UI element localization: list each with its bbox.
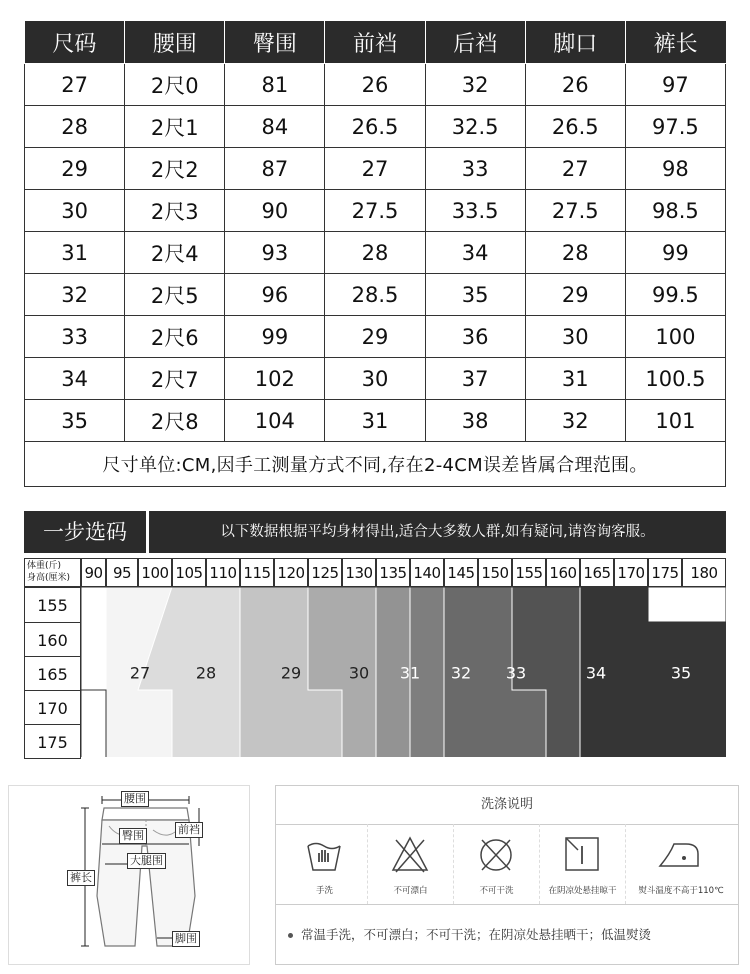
weight-header: 100 <box>138 558 172 587</box>
table-cell: 104 <box>225 400 325 442</box>
table-cell: 26 <box>325 64 425 106</box>
table-cell: 35 <box>25 400 125 442</box>
table-cell: 97.5 <box>625 106 725 148</box>
table-cell: 28 <box>325 232 425 274</box>
table-cell: 33 <box>25 316 125 358</box>
table-cell: 97 <box>625 64 725 106</box>
table-cell: 27 <box>325 148 425 190</box>
table-cell: 96 <box>225 274 325 316</box>
table-row <box>25 274 726 316</box>
care-note <box>276 904 738 964</box>
hand-wash-icon <box>304 832 344 878</box>
size-zone-label: 28 <box>195 663 217 682</box>
table-row <box>25 190 726 232</box>
table-cell: 2尺4 <box>125 232 225 274</box>
table-cell: 98 <box>625 148 725 190</box>
header-size: 尺码 <box>25 21 125 64</box>
table-cell: 36 <box>425 316 525 358</box>
size-zone-label: 27 <box>129 663 151 682</box>
weight-header: 180 <box>682 558 726 587</box>
table-cell: 27 <box>25 64 125 106</box>
size-table <box>24 21 726 487</box>
weight-header: 160 <box>546 558 580 587</box>
weight-header: 125 <box>308 558 342 587</box>
weight-header: 105 <box>172 558 206 587</box>
table-row <box>25 232 726 274</box>
table-cell: 28 <box>525 232 625 274</box>
care-item-no-bleach <box>368 824 454 904</box>
size-zones <box>24 511 726 757</box>
table-cell: 31 <box>25 232 125 274</box>
size-note-row <box>25 442 726 487</box>
pants-outline-diagram <box>9 786 249 964</box>
table-cell: 33 <box>425 148 525 190</box>
weight-header: 110 <box>206 558 240 587</box>
no-dry-clean-icon <box>476 832 516 878</box>
table-cell: 81 <box>225 64 325 106</box>
table-cell: 2尺1 <box>125 106 225 148</box>
height-header: 175 <box>24 724 81 759</box>
measurement-diagram <box>8 785 250 965</box>
table-row <box>25 316 726 358</box>
weight-header: 155 <box>512 558 546 587</box>
table-cell: 26.5 <box>325 106 425 148</box>
table-cell: 99 <box>225 316 325 358</box>
weight-header: 150 <box>478 558 512 587</box>
weight-header: 130 <box>342 558 376 587</box>
table-cell: 100.5 <box>625 358 725 400</box>
weight-header: 95 <box>106 558 138 587</box>
table-cell: 26.5 <box>525 106 625 148</box>
height-header: 160 <box>24 622 81 657</box>
table-cell: 34 <box>425 232 525 274</box>
size-zone-label: 30 <box>348 663 370 682</box>
size-zone-label: 29 <box>280 663 302 682</box>
table-cell: 90 <box>225 190 325 232</box>
weight-header: 165 <box>580 558 614 587</box>
care-note-text: 常温手洗，不可漂白；不可干洗；在阴凉处悬挂晒干；低温熨烫 <box>301 927 652 942</box>
table-row <box>25 358 726 400</box>
table-cell: 28 <box>25 106 125 148</box>
label-length: 裤长 <box>67 870 95 886</box>
table-cell: 29 <box>325 316 425 358</box>
weight-header: 145 <box>444 558 478 587</box>
table-cell: 2尺6 <box>125 316 225 358</box>
table-cell: 30 <box>25 190 125 232</box>
height-header: 165 <box>24 656 81 691</box>
empty-cell <box>81 690 106 757</box>
table-cell: 38 <box>425 400 525 442</box>
empty-cell <box>648 587 726 622</box>
size-table-header-row <box>25 21 726 64</box>
height-header: 155 <box>24 587 81 623</box>
table-cell: 32 <box>525 400 625 442</box>
table-cell: 100 <box>625 316 725 358</box>
table-cell: 31 <box>525 358 625 400</box>
size-zone-label: 33 <box>505 663 527 682</box>
label-hip: 臀围 <box>119 828 147 844</box>
header-length: 裤长 <box>625 21 725 64</box>
table-cell: 2尺7 <box>125 358 225 400</box>
size-zone-label: 32 <box>450 663 472 682</box>
recommendation-title: 一步选码 <box>43 520 127 544</box>
weight-header: 90 <box>81 558 106 587</box>
bullet-dot-icon <box>288 933 293 938</box>
size-zone-label: 31 <box>399 663 421 682</box>
table-cell: 2尺2 <box>125 148 225 190</box>
height-header: 170 <box>24 690 81 725</box>
table-row <box>25 106 726 148</box>
label-front-rise: 前裆 <box>175 822 203 838</box>
table-cell: 84 <box>225 106 325 148</box>
shade-dry-icon <box>562 832 602 878</box>
table-cell: 32 <box>425 64 525 106</box>
table-cell: 27.5 <box>325 190 425 232</box>
label-waist: 腰围 <box>121 791 149 807</box>
table-cell: 33.5 <box>425 190 525 232</box>
care-label-hand-wash: 手洗 <box>315 886 333 896</box>
care-title: 洗涤说明 <box>276 786 738 825</box>
recommendation-subtitle: 以下数据根据平均身材得出,适合大多数人群,如有疑问,请咨询客服。 <box>220 524 655 540</box>
care-label-no-bleach: 不可漂白 <box>393 886 428 896</box>
table-cell: 30 <box>525 316 625 358</box>
table-cell: 27.5 <box>525 190 625 232</box>
care-instructions <box>275 785 739 965</box>
table-cell: 30 <box>325 358 425 400</box>
care-label-iron: 熨斗温度不高于110℃ <box>638 886 724 896</box>
table-cell: 37 <box>425 358 525 400</box>
care-label-no-dry-clean: 不可干洗 <box>479 886 514 896</box>
table-row <box>25 148 726 190</box>
label-thigh: 大腿围 <box>127 853 166 869</box>
table-cell: 2尺0 <box>125 64 225 106</box>
table-row <box>25 64 726 106</box>
header-leg-opening: 脚口 <box>525 21 625 64</box>
table-cell: 87 <box>225 148 325 190</box>
iron-icon <box>654 832 704 878</box>
table-cell: 2尺8 <box>125 400 225 442</box>
table-row <box>25 400 726 442</box>
table-cell: 26 <box>525 64 625 106</box>
care-item-no-dry-clean <box>454 824 540 904</box>
table-cell: 2尺5 <box>125 274 225 316</box>
weight-header: 115 <box>240 558 274 587</box>
header-waist: 腰围 <box>125 21 225 64</box>
table-cell: 35 <box>425 274 525 316</box>
header-front-rise: 前裆 <box>325 21 425 64</box>
table-cell: 29 <box>525 274 625 316</box>
table-cell: 28.5 <box>325 274 425 316</box>
care-item-hand-wash <box>282 824 368 904</box>
size-note: 尺寸单位:CM,因手工测量方式不同,存在2-4CM误差皆属合理范围。 <box>25 442 726 487</box>
table-cell: 98.5 <box>625 190 725 232</box>
care-item-iron <box>626 824 736 904</box>
table-cell: 32.5 <box>425 106 525 148</box>
table-cell: 101 <box>625 400 725 442</box>
size-recommendation-chart <box>24 511 726 757</box>
table-cell: 32 <box>25 274 125 316</box>
axis-height-label: 身高(厘米) <box>27 573 71 583</box>
label-leg-opening: 脚围 <box>172 931 200 947</box>
table-cell: 2尺3 <box>125 190 225 232</box>
header-hip: 臀围 <box>225 21 325 64</box>
weight-header: 135 <box>376 558 410 587</box>
weight-header: 170 <box>614 558 648 587</box>
header-back-rise: 后裆 <box>425 21 525 64</box>
care-label-shade-dry: 在阴凉处悬挂晾干 <box>548 886 617 896</box>
size-zone-label: 35 <box>670 663 692 682</box>
weight-header: 140 <box>410 558 444 587</box>
table-cell: 31 <box>325 400 425 442</box>
table-cell: 99.5 <box>625 274 725 316</box>
table-cell: 27 <box>525 148 625 190</box>
weight-header: 175 <box>648 558 682 587</box>
table-cell: 102 <box>225 358 325 400</box>
no-bleach-icon <box>390 832 430 878</box>
table-cell: 99 <box>625 232 725 274</box>
table-cell: 93 <box>225 232 325 274</box>
care-item-shade-dry <box>540 824 626 904</box>
table-cell: 29 <box>25 148 125 190</box>
table-cell: 34 <box>25 358 125 400</box>
axis-weight-label: 体重(斤) <box>27 561 62 571</box>
weight-header: 120 <box>274 558 308 587</box>
size-zone-label: 34 <box>585 663 607 682</box>
